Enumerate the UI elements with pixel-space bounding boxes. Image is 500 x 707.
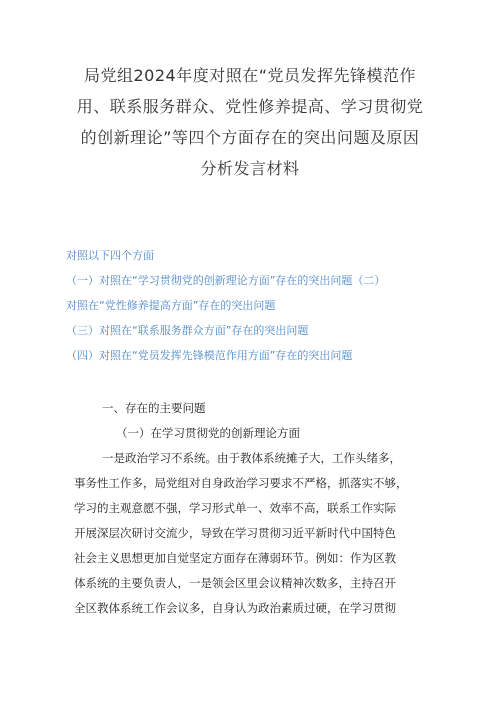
toc-line[interactable]: （一）对照在“学习贯彻党的创新理论方面”存在的突出问题（二） [66,274,386,287]
toc-line[interactable]: （四）对照在“党员发挥先锋模范作用方面”存在的突出问题 [66,349,353,362]
title-line: 的创新理论”等四个方面存在的突出问题及原因 [80,128,420,147]
paragraph-line: 学习的主观意愿不强，学习形式单一、效率不高，联系工作实际 [74,501,396,515]
toc-line[interactable]: 对照以下四个方面 [66,249,154,262]
paragraph-line: 体系统的主要负责人，一是领会区里会议精神次数多，主持召开 [74,576,396,590]
paragraph-line: 事务性工作多，局党组对自身政治学习要求不严格，抓落实不够， [74,476,408,490]
document-title [60,60,440,184]
title-line: 局党组2024年度对照在“党员发挥先锋模范作 [83,66,416,85]
paragraph-line: 开展深层次研讨交流少，导致在学习贯彻习近平新时代中国特色 [74,526,396,540]
paragraph-line: 社会主义思想更加自觉坚定方面存在薄弱环节。例如：作为区教 [74,551,396,565]
document-body [74,396,444,621]
title-line: 用、联系服务群众、党性修养提高、学习贯彻党 [76,97,424,116]
toc-line[interactable]: 对照在“党性修养提高方面”存在的突出问题 [66,299,276,312]
section-heading: 一、存在的主要问题 [102,401,206,415]
title-line: 分析发言材料 [200,159,300,178]
body-paragraph [74,446,444,621]
paragraph-line: 全区教体系统工作会议多，自身认为政治素质过硬，在学习贯彻 [74,601,396,615]
table-of-contents [66,243,446,368]
toc-line[interactable]: （三）对照在“联系服务群众方面”存在的突出问题 [66,324,309,337]
paragraph-line: 一是政治学习不系统。由于教体系统摊子大，工作头绪多， [102,451,401,465]
subsection-heading: （一）在学习贯彻党的创新理论方面 [116,426,300,440]
